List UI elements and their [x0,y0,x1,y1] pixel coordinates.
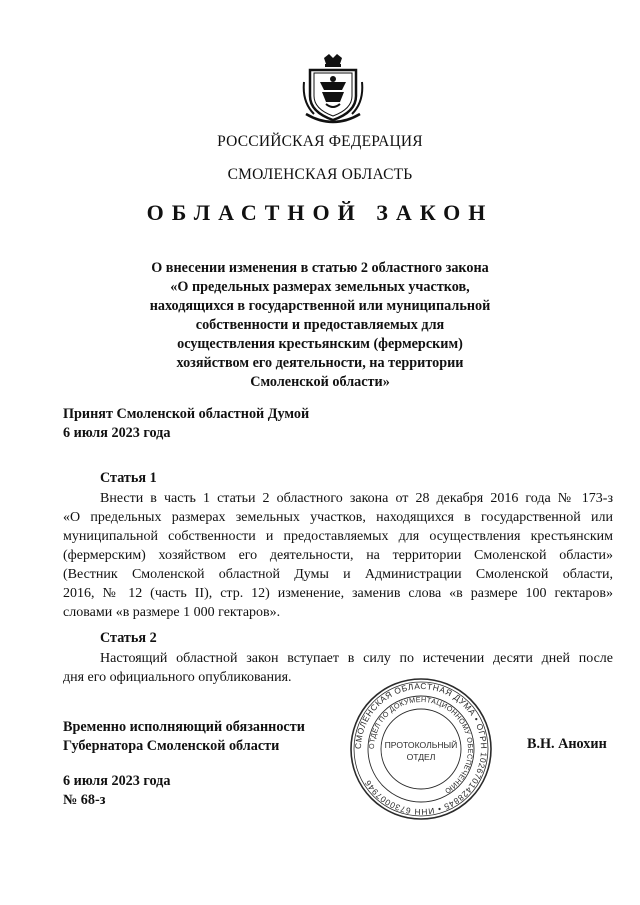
law-date: 6 июля 2023 года [63,773,171,789]
law-title-line: находящихся в государственной или муниципальной [149,298,491,314]
signatory-position-line: Губернатора Смоленской области [63,738,280,754]
stamp-outer-text: СМОЛЕНСКАЯ ОБЛАСТНАЯ ДУМА • ОГРН 1026701428845 • ИНН 6730007946 [352,680,490,818]
article-2-line: Настоящий областной закон вступает в силу по истечении десяти дней после [100,651,613,666]
article-1-heading: Статья 1 [100,470,157,486]
stamp-center-line: ПРОТОКОЛЬНЫЙ [384,740,458,750]
adoption-date: 6 июля 2023 года [63,425,171,441]
official-stamp-icon [348,676,494,822]
article-2-line: дня его официального опубликования. [63,670,292,685]
coat-of-arms-icon [302,52,364,126]
adopted-by: Принят Смоленской областной Думой [63,406,310,422]
region-name: СМОЛЕНСКАЯ ОБЛАСТЬ [227,166,413,183]
article-2-heading: Статья 2 [100,630,157,646]
country-name: РОССИЙСКАЯ ФЕДЕРАЦИЯ [217,133,423,150]
article-1-text [63,489,613,622]
article-1-line: словами «в размере 1 000 гектаров». [63,605,281,620]
law-title-line: хозяйством его деятельности, на территории [176,355,464,371]
law-title-line: Смоленской области» [250,374,390,390]
law-title-line: «О предельных размерах земельных участков, [170,279,470,295]
law-title-line: собственности и предоставляемых для [195,317,445,333]
law-number: № 68-з [63,792,106,808]
stamp-inner-text: ОТДЕЛ ПО ДОКУМЕНТАЦИОННОМУ ОБЕСПЕЧЕНИЮ [366,694,476,796]
law-title [0,259,640,392]
law-title-line: осуществления крестьянским (фермерским) [177,336,463,352]
law-date-number [63,772,170,810]
signatory-position-line: Временно исполняющий обязанности [63,719,305,735]
stamp-center-line: ОТДЕЛ [406,752,436,762]
signatory-name: В.Н. Анохин [527,736,607,752]
article-1-line: (фермерским) хозяйством его деятельности, на территории Смоленской области» [63,548,613,563]
article-1-line: (Вестник Смоленской областной Думы и Администрации Смоленской области, [63,567,613,582]
article-1-line: «О предельных размерах земельных участков, находящихся в государственной или [63,510,613,525]
law-title-line: О внесении изменения в статью 2 областного закона [151,260,489,276]
signatory-position [63,718,305,756]
article-1-line: 2016, № 12 (часть II), стр. 12) изменение, заменив слова «в размере 100 гектаров» [63,586,613,601]
adoption-info [63,405,309,443]
document-type: ОБЛАСТНОЙ ЗАКОН [146,200,494,225]
article-1-line: Внести в часть 1 статьи 2 областного закона от 28 декабря 2016 года № 173-з [100,491,613,506]
article-1-line: муниципальной собственности и предоставляемых для осуществления крестьянским [63,529,613,544]
article-2-text [63,649,613,687]
